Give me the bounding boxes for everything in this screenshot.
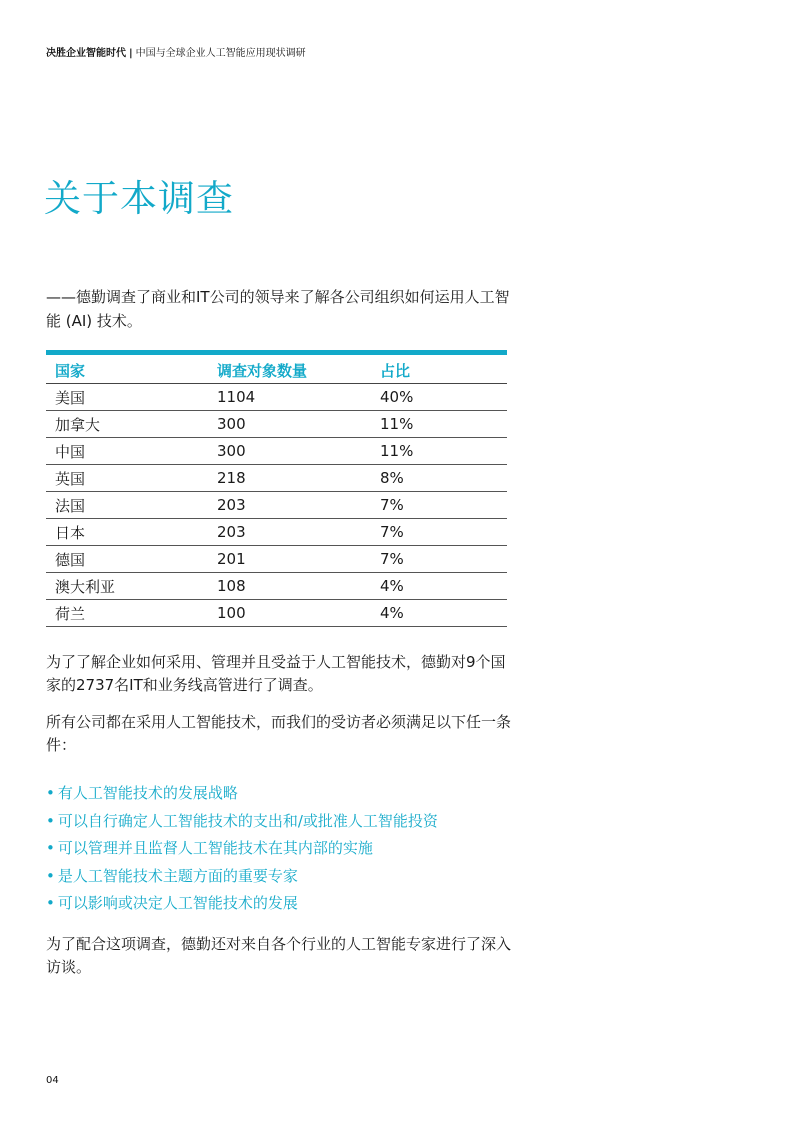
list-item-text: 可以影响或决定人工智能技术的发展 — [57, 894, 298, 912]
header-separator: | — [129, 48, 133, 59]
table-row — [46, 384, 507, 411]
cell-share: 11% — [371, 411, 507, 438]
intro-paragraph: ——德勤调查了商业和IT公司的领导来了解各公司组织如何运用人工智能 (AI) 技术。 — [46, 288, 510, 330]
list-item-text: 可以自行确定人工智能技术的支出和/或批准人工智能投资 — [57, 811, 438, 830]
bullet-marker: • — [46, 866, 55, 885]
paragraph-interviews: 为了配合这项调查，德勤还对来自各个行业的人工智能专家进行了深入访谈。 — [46, 935, 512, 976]
cell-count: 108 — [208, 573, 371, 600]
table-row — [46, 438, 507, 465]
cell-country: 德国 — [46, 546, 208, 573]
table-row — [46, 492, 507, 519]
cell-count: 300 — [208, 411, 371, 438]
list-item — [46, 865, 438, 893]
cell-share: 7% — [371, 492, 507, 519]
paragraph-criteria-intro: 所有公司都在采用人工智能技术，而我们的受访者必须满足以下任一条件： — [46, 713, 512, 754]
cell-country: 法国 — [46, 492, 208, 519]
bullet-marker: • — [46, 811, 55, 830]
list-item-text: 有人工智能技术的发展战略 — [57, 784, 238, 802]
cell-count: 218 — [208, 465, 371, 492]
cell-share: 4% — [371, 600, 507, 627]
cell-share: 8% — [371, 465, 507, 492]
cell-share: 40% — [371, 384, 507, 411]
header-country: 国家 — [46, 353, 208, 384]
cell-country: 日本 — [46, 519, 208, 546]
table-header-row — [46, 353, 507, 384]
cell-count: 1104 — [208, 384, 371, 411]
table-row — [46, 411, 507, 438]
cell-share: 11% — [371, 438, 507, 465]
cell-count: 203 — [208, 519, 371, 546]
paragraph-survey-scope: 为了了解企业如何采用、管理并且受益于人工智能技术，德勤对9个国家的2737名IT和业务线高管进行了调查。 — [46, 653, 506, 694]
cell-share: 7% — [371, 519, 507, 546]
list-item — [46, 782, 438, 810]
header-title: 决胜企业智能时代 — [46, 48, 126, 59]
cell-count: 300 — [208, 438, 371, 465]
table-row — [46, 573, 507, 600]
page-number: 04 — [46, 1075, 59, 1086]
list-item — [46, 810, 438, 838]
cell-count: 201 — [208, 546, 371, 573]
list-item — [46, 892, 438, 920]
table-row — [46, 465, 507, 492]
cell-share: 7% — [371, 546, 507, 573]
header-subtitle: 中国与全球企业人工智能应用现状调研 — [135, 48, 306, 59]
cell-country: 荷兰 — [46, 600, 208, 627]
cell-country: 中国 — [46, 438, 208, 465]
cell-count: 100 — [208, 600, 371, 627]
list-item-text: 是人工智能技术主题方面的重要专家 — [57, 866, 298, 885]
survey-table — [46, 350, 507, 627]
bullet-marker: • — [46, 839, 55, 857]
bullet-marker: • — [46, 784, 55, 802]
table-row — [46, 519, 507, 546]
bullet-marker: • — [46, 894, 55, 912]
cell-country: 美国 — [46, 384, 208, 411]
criteria-list — [46, 782, 438, 920]
header-share: 占比 — [371, 353, 507, 384]
table-row — [46, 600, 507, 627]
list-item — [46, 837, 438, 865]
cell-country: 加拿大 — [46, 411, 208, 438]
cell-country: 英国 — [46, 465, 208, 492]
table-row — [46, 546, 507, 573]
page-title: 关于本调查 — [44, 177, 234, 220]
cell-count: 203 — [208, 492, 371, 519]
cell-share: 4% — [371, 573, 507, 600]
header-count: 调查对象数量 — [208, 353, 371, 384]
list-item-text: 可以管理并且监督人工智能技术在其内部的实施 — [57, 839, 373, 857]
cell-country: 澳大利亚 — [46, 573, 208, 600]
running-header — [46, 44, 306, 59]
